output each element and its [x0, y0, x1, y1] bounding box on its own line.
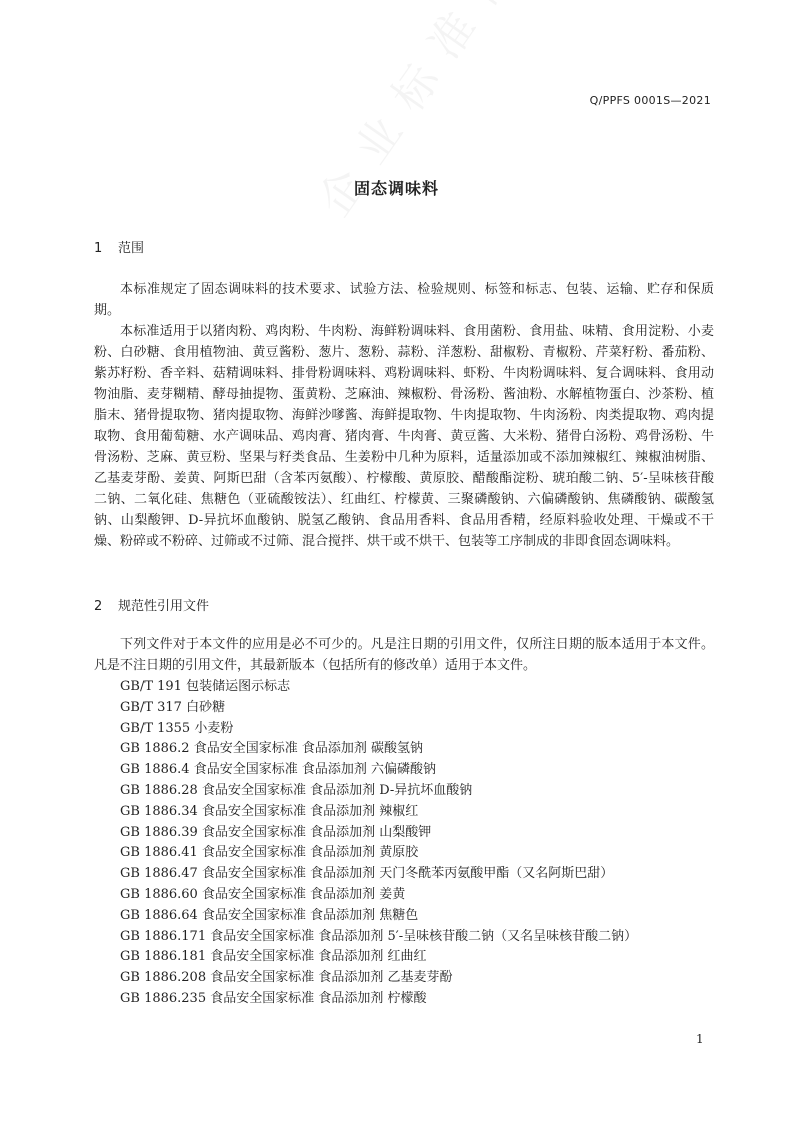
references-intro-paragraph: 下列文件对于本文件的应用是必不可少的。凡是注日期的引用文件，仅所注日期的版本适用于本文件。凡是不注日期的引用文件，其最新版本（包括所有的修改单）适用于本文件。	[94, 637, 714, 673]
reference-item: GB 1886.28 食品安全国家标准 食品添加剂 D-异抗坏血酸钠	[120, 782, 473, 798]
scope-paragraph-1: 本标准规定了固态调味料的技术要求、试验方法、检验规则、标签和标志、包装、运输、贮存和保质期。	[94, 282, 714, 318]
reference-item: GB 1886.34 食品安全国家标准 食品添加剂 辣椒红	[120, 803, 419, 819]
scope-paragraph-2: 本标准适用于以猪肉粉、鸡肉粉、牛肉粉、海鲜粉调味料、食用菌粉、食用盐、味精、食用淀粉、小麦粉、白砂糖、食用植物油、黄豆酱粉、葱片、葱粉、蒜粉、洋葱粉、甜椒粉、青椒粉、芹菜籽粉、番茄粉、紫苏籽粉、香辛料、菇精调味料、排骨粉调味料、鸡粉调味料、虾粉、牛肉粉调味料、复合调味料、食用动物油脂、麦芽糊精、酵母抽提物、蛋黄粉、芝麻油、辣椒粉、骨汤粉、酱油粉、水解植物蛋白、沙茶粉、植脂末、猪骨提取物、猪肉提取物、海鲜沙嗲酱、海鲜提取物、牛肉提取物、牛肉汤粉、肉类提取物、鸡肉提取物、食用葡萄糖、水产调味品、鸡肉膏、猪肉膏、牛肉膏、黄豆酱、大米粉、猪骨白汤粉、鸡骨汤粉、牛骨汤粉、芝麻、黄豆粉、坚果与籽类食品、生姜粉中几种为原料，适量添加或不添加辣椒红、辣椒油树脂、乙基麦芽酚、姜黄、阿斯巴甜（含苯丙氨酸）、柠檬酸、黄原胶、醋酸酯淀粉、琥珀酸二钠、5′-呈味核苷酸二钠、二氧化硅、焦糖色（亚硫酸铵法）、红曲红、柠檬黄、三聚磷酸钠、六偏磷酸钠、焦磷酸钠、碳酸氢钠、山梨酸钾、D-异抗坏血酸钠、脱氢乙酸钠、食品用香料、食品用香精，经原料验收处理、干燥或不干燥、粉碎或不粉碎、过筛或不过筛、混合搅拌、烘干或不烘干、包装等工序制成的非即食固态调味料。	[94, 324, 714, 549]
section-number: 2	[94, 599, 103, 614]
reference-item: GB 1886.235 食品安全国家标准 食品添加剂 柠檬酸	[120, 990, 427, 1006]
section-title: 范围	[118, 241, 145, 256]
section-number: 1	[94, 241, 103, 256]
reference-item: GB 1886.208 食品安全国家标准 食品添加剂 乙基麦芽酚	[120, 970, 453, 986]
normative-reference-list	[120, 677, 637, 1010]
reference-item: GB/T 317 白砂糖	[120, 699, 226, 715]
reference-item: GB 1886.47 食品安全国家标准 食品添加剂 天门冬酰苯丙氨酸甲酯（又名阿斯巴甜）	[120, 866, 614, 882]
reference-item: GB 1886.2 食品安全国家标准 食品添加剂 碳酸氢钠	[120, 741, 423, 757]
reference-item: GB/T 191 包装储运图示标志	[120, 679, 291, 694]
reference-item: GB 1886.171 食品安全国家标准 食品添加剂 5′-呈味核苷酸二钠（又名呈味核苷酸二钠）	[120, 928, 638, 944]
section-1-heading	[94, 237, 144, 256]
section-2-heading	[94, 595, 209, 614]
reference-item: GB 1886.181 食品安全国家标准 食品添加剂 红曲红	[120, 949, 427, 965]
reference-item: GB 1886.60 食品安全国家标准 食品添加剂 姜黄	[120, 886, 406, 902]
reference-item: GB 1886.4 食品安全国家标准 食品添加剂 六偏磷酸钠	[120, 762, 436, 778]
reference-item: GB 1886.41 食品安全国家标准 食品添加剂 黄原胶	[120, 845, 419, 861]
reference-item: GB 1886.64 食品安全国家标准 食品添加剂 焦糖色	[120, 907, 419, 923]
reference-item: GB 1886.39 食品安全国家标准 食品添加剂 山梨酸钾	[120, 824, 432, 840]
standard-code: Q/PPFS 0001S—2021	[589, 94, 711, 107]
reference-item: GB/T 1355 小麦粉	[120, 720, 234, 736]
section-title: 规范性引用文件	[118, 599, 210, 614]
document-title: 固态调味料	[353, 179, 439, 198]
page-number: 1	[696, 1032, 704, 1046]
